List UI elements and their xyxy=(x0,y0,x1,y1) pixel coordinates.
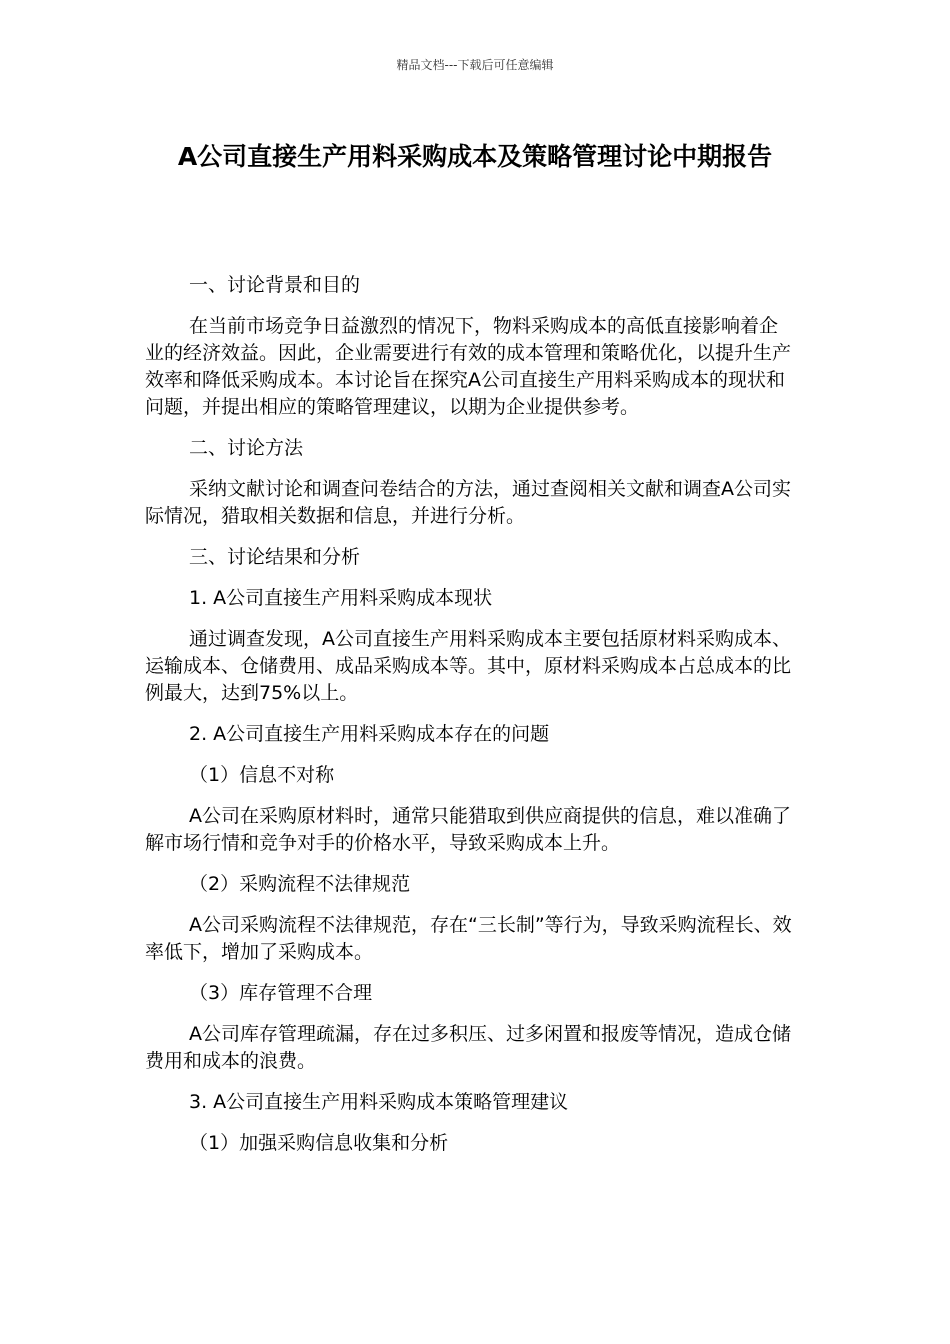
paragraph-process: A公司采购流程不法律规范，存在“三长制”等行为，导致采购流程长、效率低下，增加了采购成本。 xyxy=(145,914,792,963)
paragraph-status: 通过调查发现，A公司直接生产用料采购成本主要包括原材料采购成本、运输成本、仓储费用、成品采购成本等。其中，原材料采购成本占总成本的比例最大，达到75%以上。 xyxy=(145,628,792,704)
paragraph-inventory: A公司库存管理疏漏，存在过多积压、过多闲置和报废等情况，造成仓储费用和成本的浪费。 xyxy=(145,1023,791,1072)
document-title: A公司直接生产用料采购成本及策略管理讨论中期报告 xyxy=(177,142,773,171)
item-heading-process: （2）采购流程不法律规范 xyxy=(189,873,411,895)
section-heading-background: 一、讨论背景和目的 xyxy=(189,274,361,296)
section-heading-results: 三、讨论结果和分析 xyxy=(189,546,361,568)
document-body xyxy=(145,272,795,1171)
item-heading-inventory: （3）库存管理不合理 xyxy=(189,982,373,1004)
paragraph-method: 采纳文献讨论和调查问卷结合的方法，通过查阅相关文献和调查A公司实际情况，猎取相关数据和信息，并进行分析。 xyxy=(145,478,791,527)
paragraph-info-asymmetry: A公司在采购原材料时，通常只能猎取到供应商提供的信息，难以准确了解市场行情和竞争对手的价格水平，导致采购成本上升。 xyxy=(145,805,791,854)
item-heading-info-asymmetry: （1）信息不对称 xyxy=(189,764,335,786)
section-heading-method: 二、讨论方法 xyxy=(189,437,304,459)
subsection-heading-status: 1. A公司直接生产用料采购成本现状 xyxy=(189,587,493,609)
item-heading-info-collection: （1）加强采购信息收集和分析 xyxy=(189,1132,449,1154)
subsection-heading-suggestions: 3. A公司直接生产用料采购成本策略管理建议 xyxy=(189,1091,569,1113)
paragraph-background: 在当前市场竞争日益激烈的情况下，物料采购成本的高低直接影响着企业的经济效益。因此，企业需要进行有效的成本管理和策略优化，以提升生产效率和降低采购成本。本讨论旨在探究A公司直接生产用料采购成本的现状和问题，并提出相应的策略管理建议，以期为企业提供参考。 xyxy=(145,315,792,418)
page-header-watermark: 精品文档---下载后可任意编辑 xyxy=(396,58,554,72)
subsection-heading-problems: 2. A公司直接生产用料采购成本存在的问题 xyxy=(189,723,550,745)
